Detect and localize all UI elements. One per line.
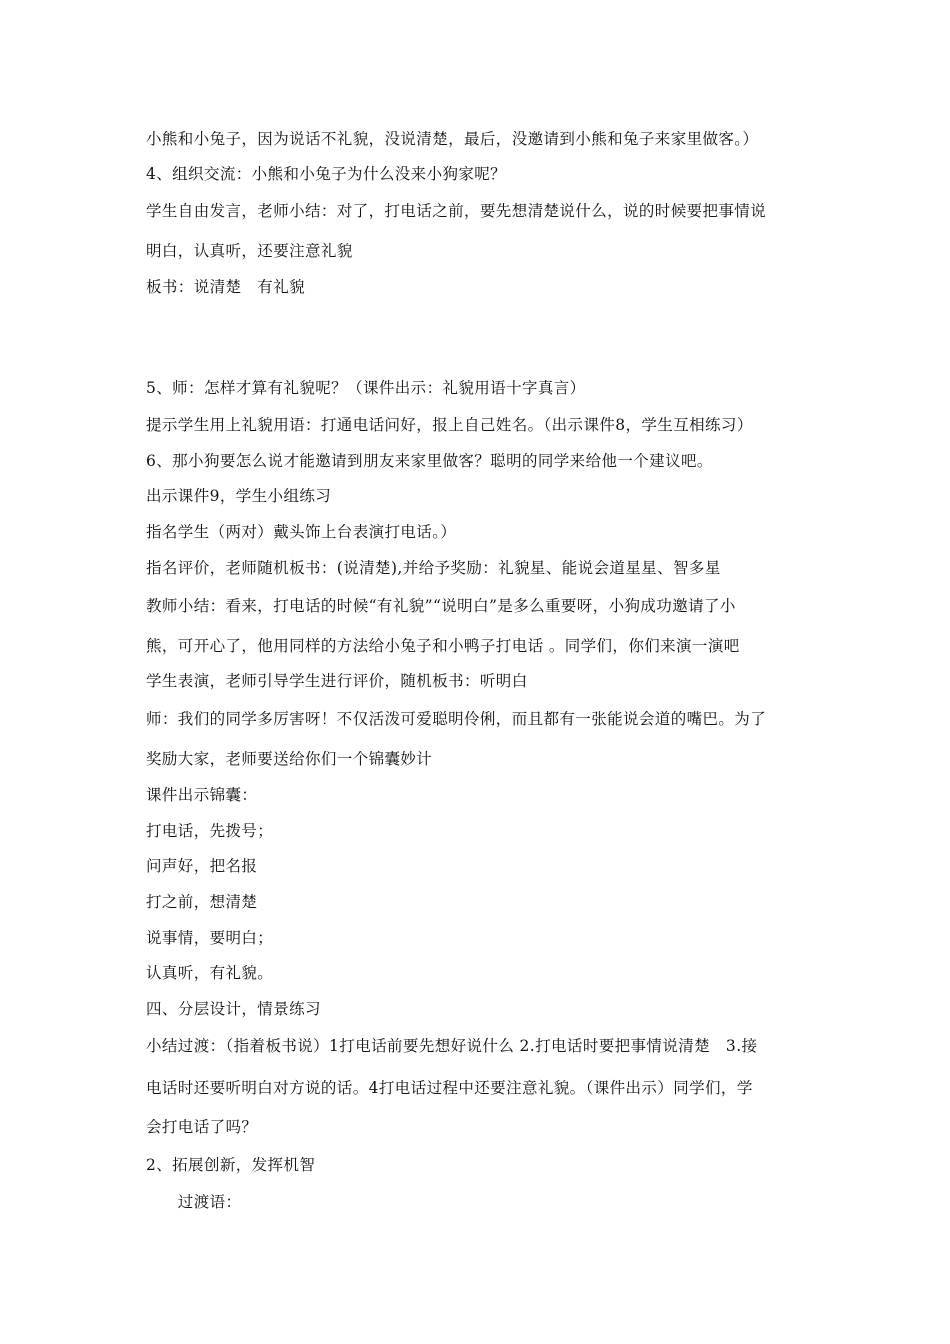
text-line: 过渡语： <box>146 1193 242 1211</box>
text-line: 打电话，先拨号； <box>146 822 274 840</box>
text-line: 电话时还要听明白对方说的话。4打电话过程中还要注意礼貌。（课件出示）同学们，学 <box>146 1079 753 1097</box>
section-heading: 四、分层设计，情景练习 <box>146 1000 321 1018</box>
text-line: 学生自由发言，老师小结：对了，打电话之前，要先想清楚说什么，说的时候要把事情说 <box>146 202 767 220</box>
text-line: 出示课件9，学生小组练习 <box>146 487 332 505</box>
text-line: 师：我们的同学多厉害呀！不仅活泼可爱聪明伶俐，而且都有一张能说会道的嘴巴。为了 <box>146 710 767 728</box>
text-line: 指名学生（两对）戴头饰上台表演打电话。） <box>146 523 457 541</box>
text-line: 明白，认真听，还要注意礼貌 <box>146 242 353 260</box>
text-line: 6、那小狗要怎么说才能邀请到朋友来家里做客？聪明的同学来给他一个建议吧。 <box>146 452 713 470</box>
text-line: 会打电话了吗？ <box>146 1118 258 1136</box>
text-line: 认真听，有礼貌。 <box>146 964 274 982</box>
text-line: 小熊和小兔子，因为说话不礼貌，没说清楚，最后，没邀请到小熊和兔子来家里做客。） <box>146 130 759 148</box>
text-line: 小结过渡：（指着板书说）1打电话前要先想好说什么 2.打电话时要把事情说清楚 3.接 <box>146 1037 758 1055</box>
text-line: 课件出示锦囊： <box>146 786 258 804</box>
text-line: 奖励大家，老师要送给你们一个锦囊妙计 <box>146 750 433 768</box>
text-line: 说事情，要明白； <box>146 929 274 947</box>
text-line: 板书：说清楚 有礼貌 <box>146 278 306 296</box>
text-line: 2、拓展创新，发挥机智 <box>146 1156 316 1174</box>
text-line: 5、师：怎样才算有礼貌呢？（课件出示：礼貌用语十字真言） <box>146 379 586 397</box>
text-line: 打之前，想清楚 <box>146 893 258 911</box>
text-line: 学生表演，老师引导学生进行评价，随机板书：听明白 <box>146 672 528 690</box>
text-line: 熊，可开心了，他用同样的方法给小兔子和小鸭子打电话 。同学们，你们来演一演吧 <box>146 637 740 655</box>
text-line: 问声好，把名报 <box>146 857 258 875</box>
text-line: 教师小结：看来，打电话的时候“有礼貌”“说明白”是多么重要呀，小狗成功邀请了小 <box>146 597 736 615</box>
text-line: 提示学生用上礼貌用语：打通电话问好，报上自己姓名。（出示课件8，学生互相练习） <box>146 416 753 434</box>
text-line: 指名评价，老师随机板书：(说清楚),并给予奖励：礼貌星、能说会道星星、智多星 <box>146 559 721 577</box>
text-line: 4、组织交流：小熊和小兔子为什么没来小狗家呢？ <box>146 165 507 183</box>
